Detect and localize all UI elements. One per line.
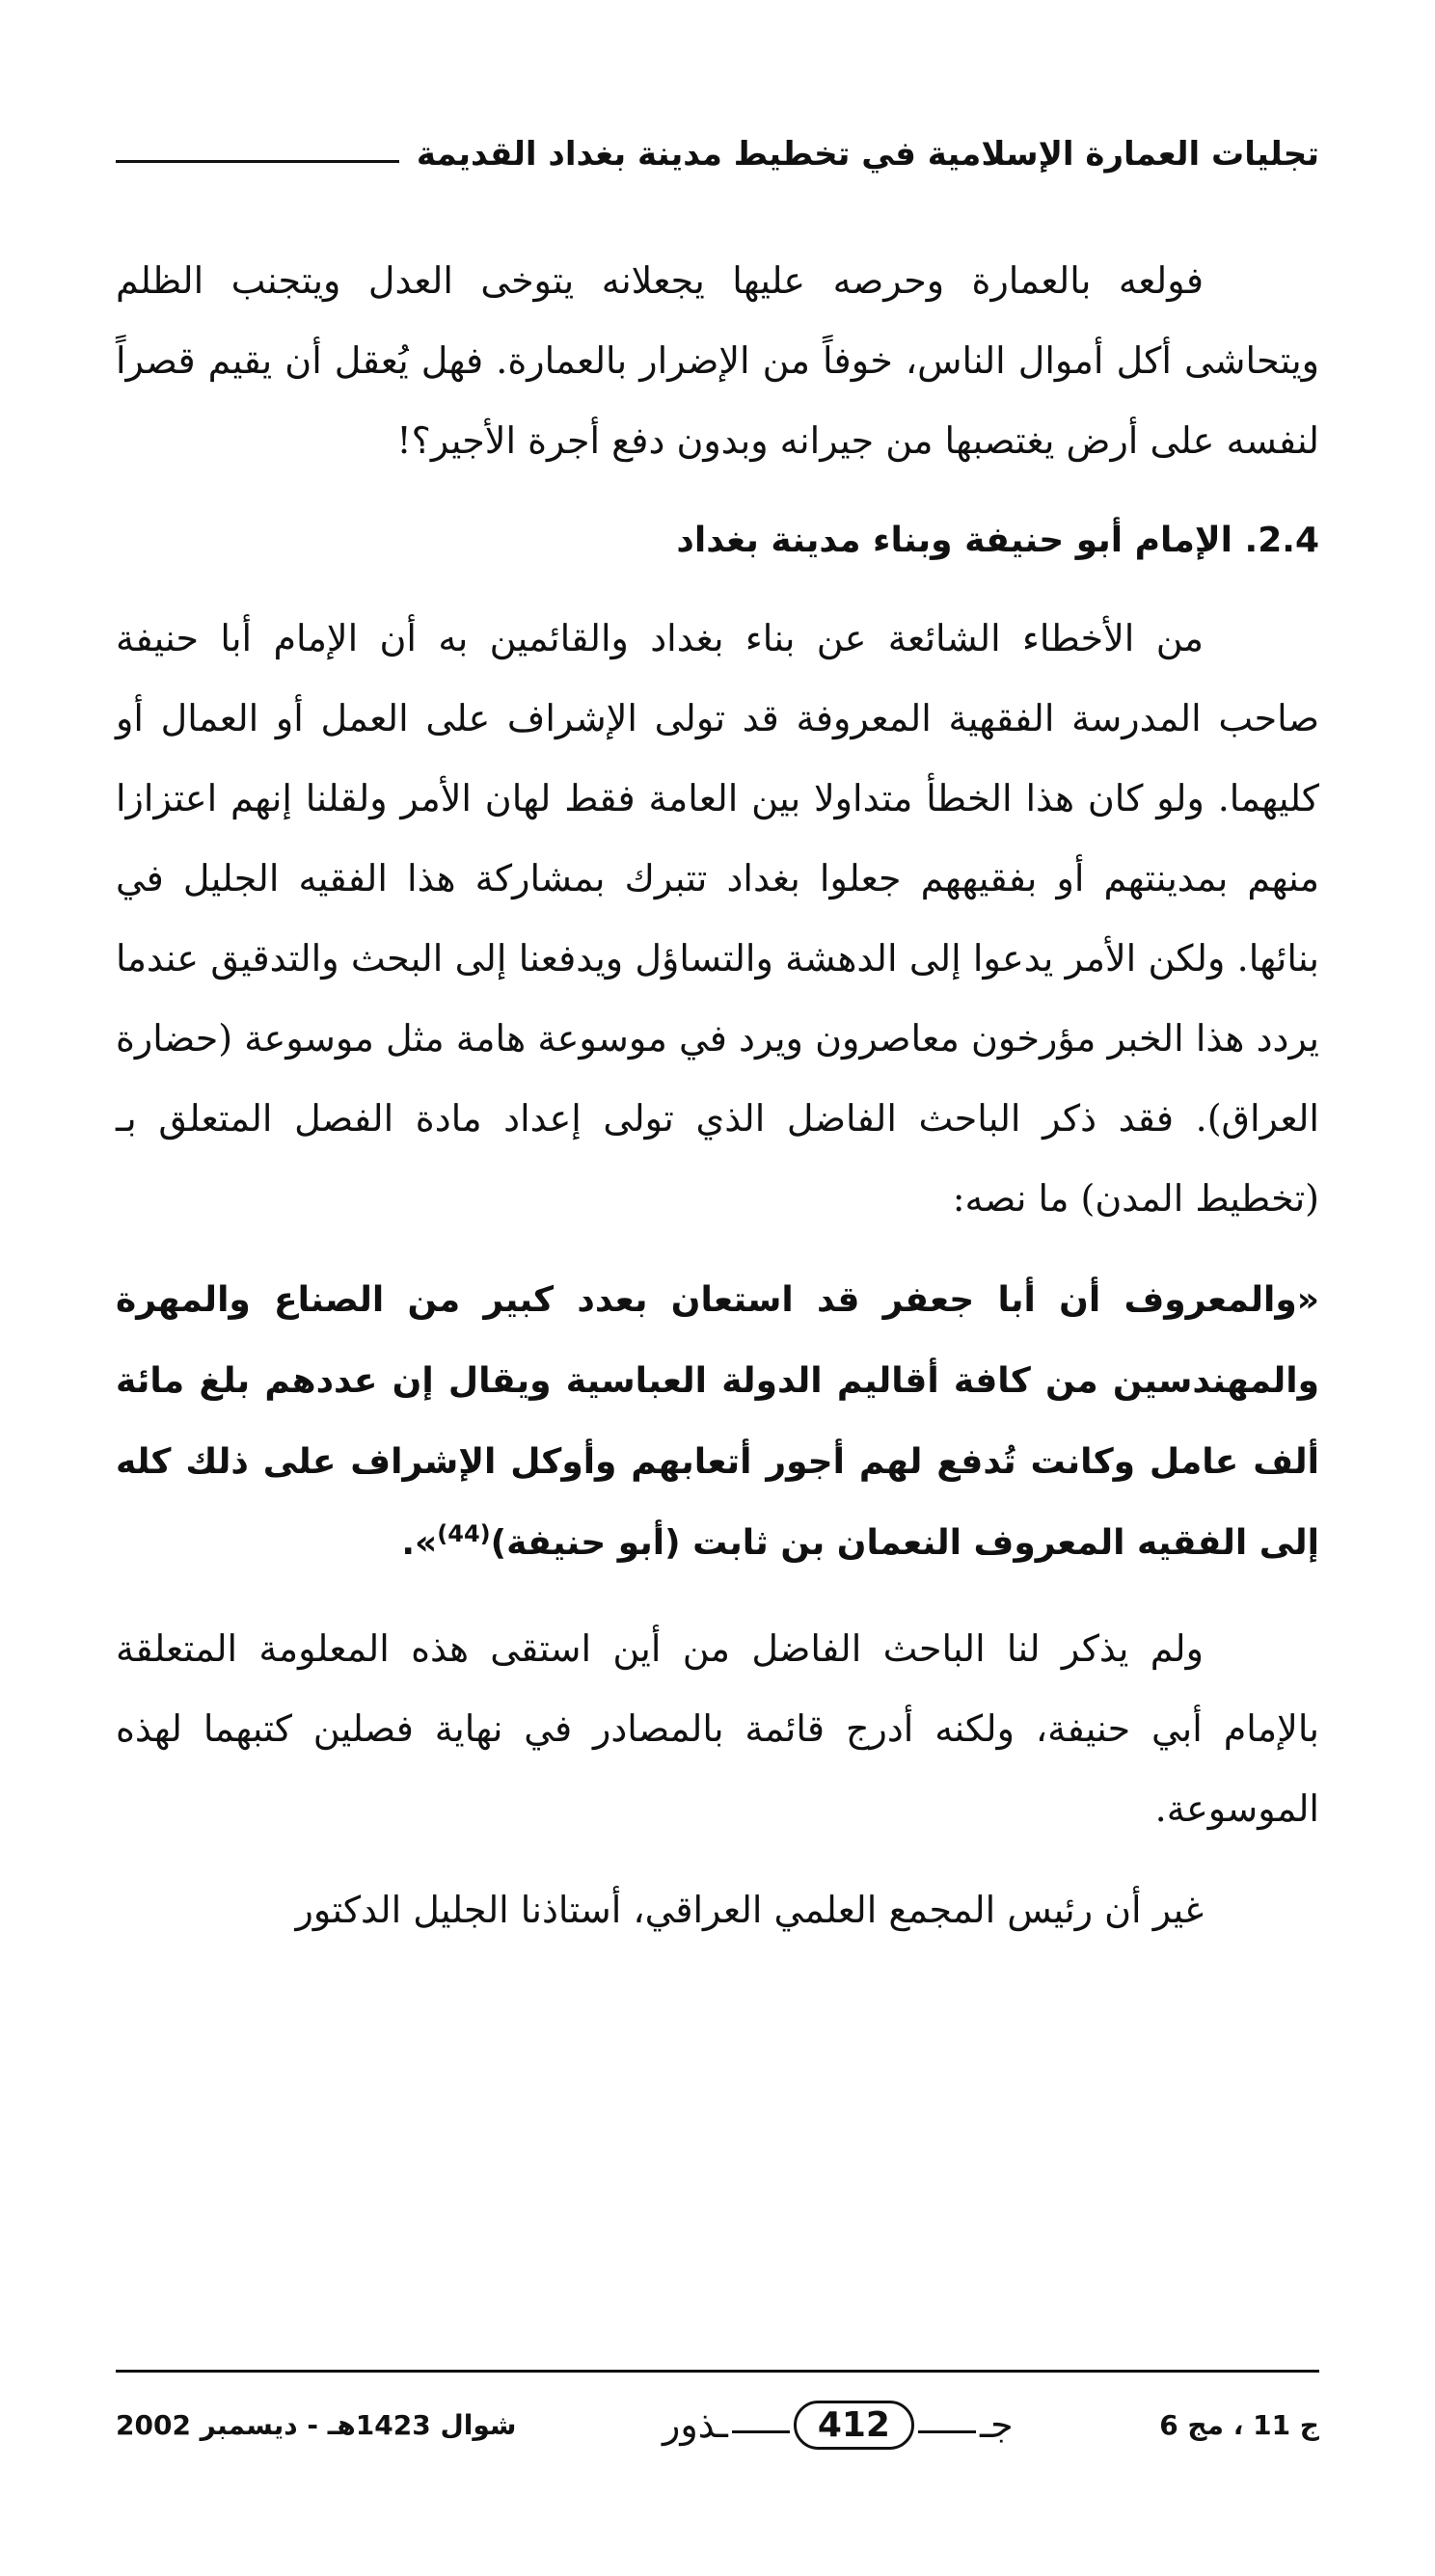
quote-closing: ». [401,1523,438,1563]
paragraph: غير أن رئيس المجمع العلمي العراقي، أستاذنا الجليل الدكتور [295,1889,1204,1931]
page-footer [116,2386,1319,2463]
footer-rule [116,2370,1319,2373]
issue-date: شوال 1423هـ - ديسمبر 2002 [116,2408,517,2441]
journal-name-part-1: جـ [979,2403,1014,2446]
running-head-title: تجليات العمارة الإسلامية في تخطيط مدينة بغداد القديمة [416,135,1319,174]
document-page [116,0,1319,2576]
journal-page-marker [663,2401,1014,2450]
block-quote [116,1260,1319,1584]
footnote-reference[interactable]: (44) [437,1520,491,1547]
footer-dash [918,2430,976,2433]
running-head-rule [116,160,399,163]
journal-name-part-2: ـذور [663,2403,728,2446]
paragraph: فولعه بالعمارة وحرصه عليها يجعلانه يتوخى العدل ويتجنب الظلم ويتحاشى أكل أموال الناس، خوفاً من الإضرار بالعمارة. فهل يُعقل أن يقيم قصراً لنفسه على أرض يغتصبها من جيرانه وبدون دفع أجرة الأجير؟! [116,259,1319,462]
footer-dash [732,2430,790,2433]
section-heading: 2.4. الإمام أبو حنيفة وبناء مدينة بغداد [676,521,1319,560]
volume-issue: ج 11 ، مج 6 [1159,2408,1319,2441]
paragraph: من الأخطاء الشائعة عن بناء بغداد والقائمين به أن الإمام أبا حنيفة صاحب المدرسة الفقهية المعروفة قد تولى الإشراف على العمل أو العمال أو كليهما. ولو كان هذا الخطأ متداولا بين العامة فقط لهان الأمر ولقلنا إنهم اعتزازا منهم بمدينتهم أو بفقيههم جعلوا بغداد تتبرك بمشاركة هذا الفقيه الجليل في بنائها. ولكن الأمر يدعوا إلى الدهشة والتساؤل ويدفعنا إلى البحث والتدقيق عندما يردد هذا الخبر مؤرخون معاصرون ويرد في موسوعة هامة مثل موسوعة (حضارة العراق). فقد ذكر الباحث الفاضل الذي تولى إعداد مادة الفصل المتعلق بـ (تخطيط المدن) ما نصه: [116,617,1319,1220]
page-number: 412 [794,2401,914,2450]
body-text [116,241,1319,1972]
quote-text: «والمعروف أن أبا جعفر قد استعان بعدد كبير من الصناع والمهرة والمهندسين من كافة أقاليم الدولة العباسية ويقال إن عددهم بلغ مائة ألف عامل وكانت تُدفع لهم أجور أتعابهم وأوكل الإشراف على ذلك كله إلى الفقيه المعروف النعمان بن ثابت (أبو حنيفة) [116,1280,1319,1563]
running-head [116,125,1319,183]
paragraph: ولم يذكر لنا الباحث الفاضل من أين استقى هذه المعلومة المتعلقة بالإمام أبي حنيفة، ولكنه أدرج قائمة بالمصادر في نهاية فصلين كتبهما لهذه الموسوعة. [116,1627,1319,1830]
